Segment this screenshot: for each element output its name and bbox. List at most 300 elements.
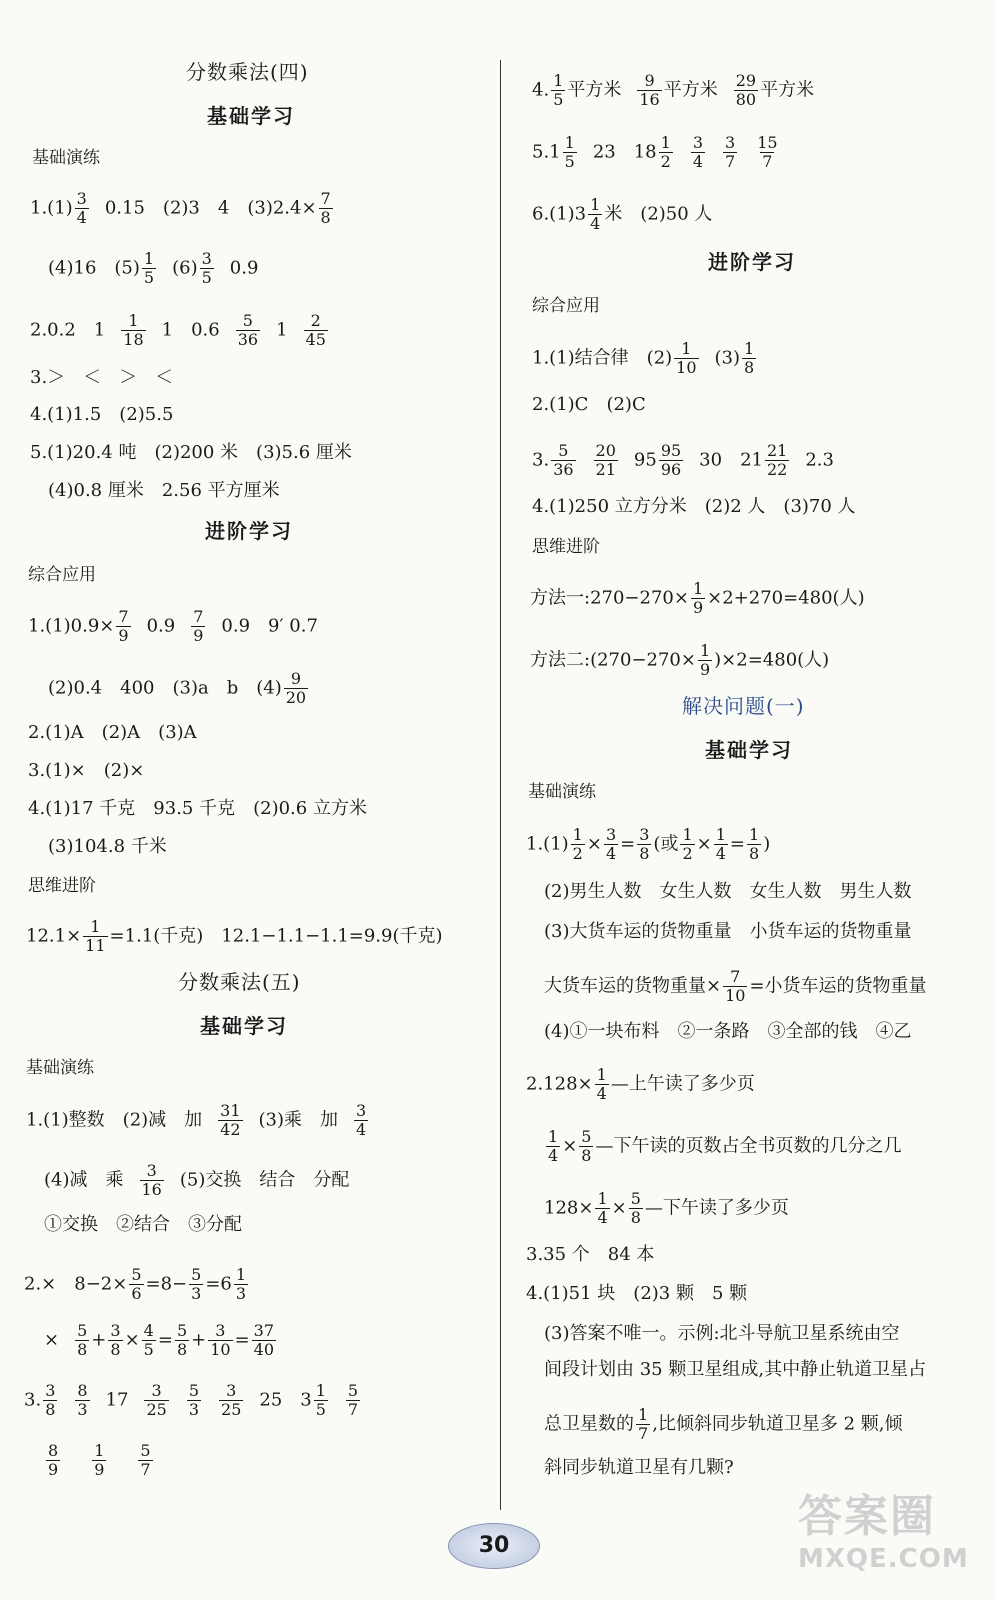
denominator: 10 [210,1340,231,1359]
answer-text: × [124,1329,140,1351]
fraction [218,1102,242,1139]
denominator: 10 [725,986,746,1005]
answer-text: =小货车运的货物重量 [749,975,927,997]
answer-text: ,比倾斜同步轨道卫星多 2 颗,倾 [652,1413,903,1435]
denominator: 96 [660,460,682,479]
subsection-label: 思维进阶 [532,537,600,557]
answer-line: 4.(1)1.5 (2)5.5 [30,404,174,425]
denominator: 4 [76,208,87,227]
answer-line: ①交换 ②结合 ③分配 [44,1214,242,1235]
answer-text: 0.9 [229,257,259,279]
fraction [714,826,728,863]
fraction [144,1382,168,1419]
fraction [742,340,756,377]
answer-line: 4.(1)250 立方分米 (2)2 人 (3)70 人 [532,496,856,517]
answer-line [24,1266,250,1303]
numerator: 1 [699,641,711,660]
denominator: 8 [320,208,331,227]
fraction [200,250,214,287]
fraction [138,1442,152,1479]
numerator: 95 [660,441,682,460]
numerator: 1 [548,1127,559,1146]
section-heading: 基础学习 [705,738,793,762]
numerator: 8 [77,1381,88,1400]
answer-text: =8− [145,1273,188,1295]
numerator: 3 [605,825,617,844]
answer-line: 2.(1)A (2)A (3)A [28,722,197,743]
fraction [698,642,712,679]
denominator: 7 [347,1400,359,1419]
fraction [314,1382,328,1419]
numerator: 5 [347,1381,359,1400]
answer-text: 5.1 [532,141,561,163]
answer-line [28,608,318,645]
fraction [723,968,747,1005]
answer-text: (2)0.4 400 (3)a b (4) [48,677,282,699]
answer-text: 平方米 [567,79,622,101]
answer-text: 30 21 [699,449,763,471]
answer-text: 大货车运的货物重量× [544,975,722,997]
denominator: 5 [143,1340,154,1359]
fraction [595,1190,609,1227]
numerator: 29 [735,71,757,90]
subsection-label: 基础演练 [528,782,596,802]
answer-line: (3)答案不唯一。示例:北斗导航卫星系统由空 [544,1323,900,1344]
denominator: 8 [630,1208,641,1227]
answer-text: 2.× 8−2× [24,1273,128,1295]
numerator: 1 [564,133,575,152]
fraction [129,1266,143,1303]
fraction [594,442,618,479]
numerator: 1 [90,917,101,936]
answer-line [30,190,335,227]
numerator: 3 [151,1381,162,1400]
denominator: 4 [692,152,704,171]
denominator: 3 [191,1284,202,1303]
answer-text: = [729,833,746,855]
denominator: 4 [605,844,617,863]
fraction [234,1266,248,1303]
answer-text: )×2=480(人) [714,649,830,671]
answer-text: 2.3 [805,449,834,471]
answer-line: 3.35 个 84 本 [526,1244,655,1265]
answer-line [532,72,814,109]
answer-text: 95 [633,449,657,471]
answer-text: 3. [24,1389,42,1411]
watermark-text: 答案圈 [798,1491,936,1542]
denominator: 25 [146,1400,167,1419]
answer-line [532,134,782,171]
section-heading: 基础学习 [207,104,295,128]
fraction [755,134,779,171]
numerator: 5 [630,1189,641,1208]
section-title: 解决问题(一) [682,694,805,718]
numerator: 1 [744,339,755,358]
denominator: 25 [221,1400,242,1419]
answer-text: 1.(1) [526,833,569,855]
denominator: 5 [201,268,212,287]
fraction [304,312,328,349]
denominator: 4 [590,214,601,233]
numerator: 1 [128,311,139,330]
answer-text: 0.9 [146,615,176,637]
answer-line [544,1406,903,1443]
denominator: 16 [141,1180,162,1199]
numerator: 1 [715,825,726,844]
answer-line: 间段计划由 35 颗卫星组成,其中静止轨道卫星占 [544,1359,927,1380]
fraction [659,134,673,171]
numerator: 1 [749,825,760,844]
fraction [563,134,577,171]
fraction [252,1322,276,1359]
subsection-label: 基础演练 [26,1058,94,1078]
denominator: 7 [140,1460,151,1479]
numerator: 5 [131,1265,142,1284]
answer-line: 3.(1)× (2)× [28,760,145,781]
numerator: 1 [572,825,583,844]
denominator: 8 [749,844,760,863]
fraction [46,1442,60,1479]
fraction [723,134,737,171]
fraction [571,826,585,863]
fraction [121,312,145,349]
subsection-label: 基础演练 [32,148,100,168]
answer-line [530,580,865,617]
section-heading: 进阶学习 [205,519,293,543]
numerator: 1 [143,249,155,268]
fraction [551,72,565,109]
denominator: 21 [595,460,616,479]
answer-line: 4.(1)51 块 (2)3 颗 5 颗 [526,1283,748,1304]
numerator: 3 [76,189,87,208]
denominator: 8 [45,1400,56,1419]
watermark-url: MXQE.COM [798,1544,969,1574]
answer-line [44,1442,155,1479]
fraction [116,608,130,645]
answer-line: (3)104.8 千米 [48,836,167,857]
answer-text: ) [763,833,771,855]
fraction [108,1322,122,1359]
answer-text: =6 [205,1273,232,1295]
answer-text: 6.(1)3 [532,203,587,225]
denominator: 36 [237,330,259,349]
numerator: 1 [682,825,693,844]
answer-text: + [191,1329,207,1351]
fraction [629,1190,643,1227]
denominator: 8 [581,1146,592,1165]
answer-line [48,670,310,707]
watermark-logo [798,1480,978,1590]
denominator: 9 [118,626,129,645]
numerator: 1 [660,133,671,152]
fraction [734,72,758,109]
numerator: 5 [191,1265,202,1284]
fraction [140,1162,164,1199]
answer-text: (3)乘 加 [258,1109,339,1131]
numerator: 1 [681,339,692,358]
denominator: 4 [596,1084,607,1103]
answer-line [544,968,927,1005]
answer-text: ×2+270=480(人) [707,587,865,609]
numerator: 3 [639,825,650,844]
numerator: 3 [201,249,212,268]
answer-text: 0.9 9′ 0.7 [221,615,318,637]
fraction [75,1382,89,1419]
answer-text: =1.1(千克) 12.1−1.1−1.1=9.9(千克) [109,925,443,947]
answer-text: —下午读了多少页 [644,1197,789,1219]
answer-line [526,826,770,863]
denominator: 10 [676,358,697,377]
fraction [346,1382,360,1419]
denominator: 9 [48,1460,59,1479]
numerator: 7 [320,189,331,208]
denominator: 2 [682,844,693,863]
numerator: 31 [220,1101,241,1120]
numerator: 5 [77,1321,88,1340]
answer-text: 平方米 [663,79,718,101]
fraction [637,826,651,863]
answer-text: × [562,1135,578,1157]
fraction [604,826,618,863]
fraction [636,1406,650,1443]
subsection-label: 思维进阶 [28,876,96,896]
numerator: 1 [596,1065,607,1084]
fraction [75,190,89,227]
numerator: 1 [638,1405,649,1424]
fraction [319,190,333,227]
fraction [588,196,602,233]
denominator: 8 [744,358,755,377]
denominator: 22 [766,460,788,479]
denominator: 2 [660,152,671,171]
denominator: 18 [123,330,144,349]
numerator: 7 [193,607,204,626]
answer-line: 4.(1)17 千克 93.5 千克 (2)0.6 立方米 [28,798,367,819]
numerator: 1 [553,71,564,90]
fraction [579,1128,593,1165]
answer-line [44,1322,278,1359]
denominator: 20 [285,688,307,707]
fraction [175,1322,189,1359]
denominator: 2 [572,844,583,863]
answer-line [44,1162,349,1199]
denominator: 4 [597,1208,608,1227]
denominator: 45 [305,330,326,349]
answer-text: (3) [714,347,741,369]
answer-text: × [44,1329,60,1351]
answer-text: × [586,833,602,855]
fraction [765,442,789,479]
numerator: 3 [725,133,736,152]
denominator: 11 [85,936,106,955]
numerator: 3 [45,1381,56,1400]
fraction [354,1102,368,1139]
answer-text: 4. [532,79,550,101]
answer-text: 23 18 [592,141,657,163]
denominator: 9 [193,626,204,645]
numerator: 7 [730,967,741,986]
answer-text: 1 0.6 [161,319,220,341]
fraction [92,1442,106,1479]
answer-text: × [611,1197,627,1219]
numerator: 3 [110,1321,121,1340]
numerator: 3 [356,1101,367,1120]
fraction [595,1066,609,1103]
denominator: 8 [77,1340,88,1359]
fraction [747,826,761,863]
subsection-label: 综合应用 [532,296,600,316]
fraction [691,134,705,171]
numerator: 1 [235,1265,247,1284]
fraction [637,72,661,109]
numerator: 2 [310,311,321,330]
denominator: 40 [253,1340,275,1359]
denominator: 3 [77,1400,88,1419]
denominator: 9 [692,598,704,617]
numerator: 1 [315,1381,326,1400]
denominator: 4 [548,1146,559,1165]
fraction [191,608,205,645]
fraction [142,250,156,287]
denominator: 9 [699,660,711,679]
fraction [659,442,683,479]
section-title: 分数乘法(五) [178,970,301,994]
answer-line [530,642,829,679]
answer-text: —上午读了多少页 [610,1073,755,1095]
fraction [236,312,260,349]
answer-line [532,196,712,233]
denominator: 5 [315,1400,326,1419]
answer-text: + [91,1329,107,1351]
denominator: 4 [715,844,726,863]
fraction [75,1322,89,1359]
answer-text: (4)16 (5) [48,257,140,279]
numerator: 1 [597,1189,608,1208]
numerator: 4 [143,1321,154,1340]
section-title: 分数乘法(四) [186,60,309,84]
subsection-label: 综合应用 [28,565,96,585]
numerator: 3 [692,133,704,152]
numerator: 20 [595,441,616,460]
answer-text: 1.(1) [30,197,73,219]
answer-line: (4)①一块布料 ②一条路 ③全部的钱 ④乙 [544,1021,912,1042]
fraction [219,1382,243,1419]
answer-text: 17 [105,1389,129,1411]
denominator: 7 [725,152,736,171]
answer-text: (或 [653,833,679,855]
numerator: 1 [692,579,704,598]
denominator: 5 [553,90,564,109]
answer-text: —下午读的页数占全书页数的几分之几 [595,1135,902,1157]
numerator: 3 [226,1381,237,1400]
fraction [83,918,107,955]
denominator: 36 [553,460,574,479]
numerator: 5 [188,1381,200,1400]
numerator: 1 [590,195,601,214]
answer-line: (4)0.8 厘米 2.56 平方厘米 [48,480,280,501]
denominator: 7 [638,1424,649,1443]
denominator: 5 [564,152,575,171]
numerator: 3 [215,1321,226,1340]
answer-line [544,1190,789,1227]
fraction [680,826,694,863]
answer-text: (5)交换 结合 分配 [179,1169,350,1191]
answer-text: 1.(1)整数 (2)减 加 [26,1109,203,1131]
fraction [691,580,705,617]
answer-text: 方法一:270−270× [530,587,689,609]
answer-text: 2.128× [526,1073,593,1095]
numerator: 5 [242,311,253,330]
answer-text: 1 [276,319,288,341]
numerator: 9 [290,669,301,688]
answer-line [544,1128,901,1165]
page-number: 30 [448,1523,540,1569]
answer-text: 1.(1)0.9× [28,615,115,637]
answer-text: 128× [544,1197,594,1219]
answer-line: 5.(1)20.4 吨 (2)200 米 (3)5.6 厘米 [30,442,352,463]
numerator: 15 [757,133,778,152]
answer-line: 斜同步轨道卫星有几颗? [544,1457,734,1478]
numerator: 21 [766,441,788,460]
answer-text: 平方米 [760,79,815,101]
fraction [284,670,308,707]
answer-line [26,918,443,955]
numerator: 5 [176,1321,188,1340]
numerator: 5 [581,1127,592,1146]
denominator: 4 [356,1120,367,1139]
numerator: 37 [253,1321,275,1340]
denominator: 7 [762,152,773,171]
answer-text: × [696,833,712,855]
fraction [189,1266,203,1303]
answer-line: 2.(1)C (2)C [532,394,646,415]
fraction [142,1322,156,1359]
denominator: 6 [131,1284,142,1303]
denominator: 5 [143,268,155,287]
denominator: 9 [94,1460,105,1479]
fraction [674,340,698,377]
answer-text: 12.1× [26,925,82,947]
answer-line: (3)大货车运的货物重量 小货车运的货物重量 [544,921,912,942]
fraction [546,1128,560,1165]
answer-text: 方法二:(270−270× [530,649,696,671]
numerator: 5 [140,1441,151,1460]
answer-line [26,1102,370,1139]
answer-line [532,442,834,479]
answer-line: (2)男生人数 女生人数 女生人数 男生人数 [544,881,912,902]
denominator: 3 [235,1284,247,1303]
numerator: 9 [644,71,655,90]
section-heading: 进阶学习 [708,250,796,274]
denominator: 8 [176,1340,188,1359]
numerator: 7 [118,607,129,626]
numerator: 1 [94,1441,105,1460]
answer-text: = [234,1329,250,1351]
answer-text: (6) [172,257,198,279]
answer-text: 米 (2)50 人 [604,203,713,225]
fraction [187,1382,201,1419]
answer-line [30,312,330,349]
answer-line [48,250,258,287]
answer-text: 1.(1)结合律 (2) [532,347,673,369]
answer-text: (4)减 乘 [44,1169,124,1191]
column-divider [500,60,501,1510]
denominator: 8 [110,1340,121,1359]
denominator: 80 [735,90,757,109]
answer-text: 0.15 (2)3 4 (3)2.4× [104,197,317,219]
fraction [43,1382,57,1419]
answer-text: 2.0.2 1 [30,319,106,341]
